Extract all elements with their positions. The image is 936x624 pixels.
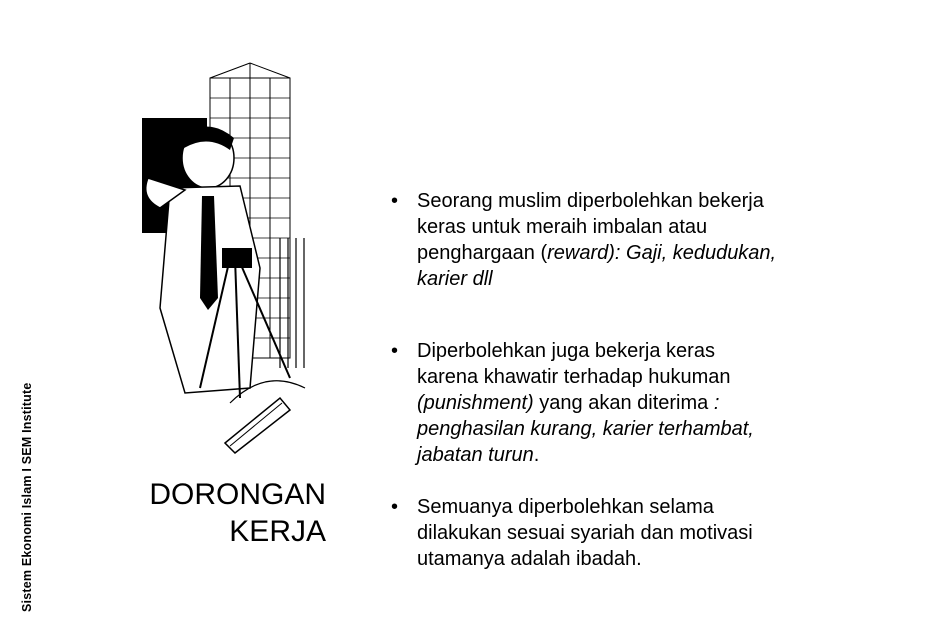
italic-text: jabatan turun xyxy=(417,444,534,466)
bullet-item xyxy=(388,188,858,338)
bullet-item xyxy=(388,494,858,572)
text-segment: karena khawatir terhadap hukuman xyxy=(417,366,731,388)
italic-text: (punishment) xyxy=(417,392,534,414)
bullet-line xyxy=(417,364,858,390)
bullet-line xyxy=(417,390,858,416)
bullet-text xyxy=(417,494,858,572)
text-segment: utamanya adalah ibadah. xyxy=(417,548,642,570)
italic-text: karier dll xyxy=(417,268,493,290)
bullet-line xyxy=(417,442,858,468)
bullet-line xyxy=(417,266,858,292)
bullet-line xyxy=(417,338,858,364)
text-segment: Diperbolehkan juga bekerja keras xyxy=(417,340,715,362)
text-segment: keras untuk meraih imbalan atau xyxy=(417,216,708,238)
bullet-line xyxy=(417,188,858,214)
title-line-2: KERJA xyxy=(229,515,326,548)
bullet-item xyxy=(388,338,858,494)
text-segment: dilakukan sesuai syariah dan motivasi xyxy=(417,522,753,544)
bullet-line xyxy=(417,520,858,546)
bullet-list xyxy=(388,188,858,572)
bullet-marker: • xyxy=(391,190,399,212)
italic-text: : xyxy=(708,392,720,414)
bullet-marker: • xyxy=(391,340,399,362)
bullet-line xyxy=(417,214,858,240)
businessman-construction-illustration xyxy=(130,58,330,458)
text-segment: . xyxy=(533,444,540,466)
bullet-line xyxy=(417,416,858,442)
bullet-text xyxy=(417,338,858,468)
text-segment: yang akan diterima xyxy=(533,392,709,414)
bullet-line xyxy=(417,546,858,572)
bullet-text xyxy=(417,188,858,292)
bullet-line xyxy=(417,494,858,520)
bullet-marker: • xyxy=(391,496,399,518)
text-segment: Semuanya diperbolehkan selama xyxy=(417,496,714,518)
text-segment: Seorang muslim diperbolehkan bekerja xyxy=(417,190,764,212)
page-title xyxy=(120,476,326,550)
title-line-1: DORONGAN xyxy=(149,478,326,511)
sidebar-label: Sistem Ekonomi Islam I SEM Institute xyxy=(20,382,34,612)
text-segment: penghargaan ( xyxy=(417,242,548,264)
italic-text: penghasilan kurang, karier terhambat, xyxy=(417,418,754,440)
italic-text: reward): Gaji, kedudukan, xyxy=(547,242,777,264)
bullet-line xyxy=(417,240,858,266)
